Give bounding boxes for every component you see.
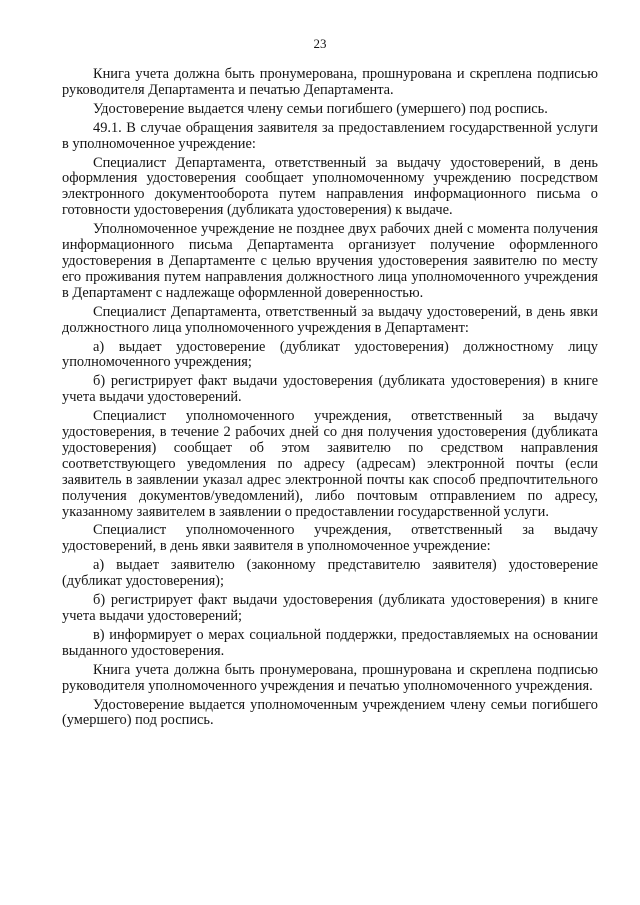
page-number: 23	[313, 36, 327, 51]
paragraph-institution-pickup: Уполномоченное учреждение не позднее двух рабочих дней с момента получения информационного письма Департамента организует получение оформленного удостоверения в Департаменте с целью вручения удостоверения заявителю по месту его проживания путем направления должностного лица уполномоченного учреждения в Департамент с надлежаще оформленной доверенностью.	[62, 221, 598, 301]
paragraph-department-notice: Специалист Департамента, ответственный за выдачу удостоверений, в день оформления удостоверения сообщает уполномоченному учреждению посредством электронного документооборота путем направления информационного письма о готовности удостоверения (дубликата удостоверения) к выдаче.	[62, 154, 598, 219]
list-item-b-register-issuance: б) регистрирует факт выдачи удостоверения (дубликата удостоверения) в книге учета выдачи удостоверений;	[62, 592, 598, 624]
paragraph-institution-specialist: Специалист уполномоченного учреждения, ответственный за выдачу удостоверений, в день явки заявителя в уполномоченное учреждение:	[62, 522, 598, 555]
list-item-c-inform-support: в) информирует о мерах социальной поддержки, предоставляемых на основании выданного удостоверения.	[62, 626, 598, 659]
paragraph-department-specialist: Специалист Департамента, ответственный за выдачу удостоверений, в день явки должностного лица уполномоченного учреждения в Департамент:	[62, 303, 598, 336]
list-item-a-issue-to-applicant: а) выдает заявителю (законному представителю заявителя) удостоверение (дубликат удостоверения);	[62, 557, 598, 590]
paragraph-ledger-requirement: Книга учета должна быть пронумерована, прошнурована и скреплена подписью руководителя Департамента и печатью Департамента.	[62, 66, 598, 98]
list-item-b-register-in-book: б) регистрирует факт выдачи удостоверения (дубликата удостоверения) в книге учета выдачи удостоверений.	[62, 373, 598, 406]
paragraph-institution-notify-applicant: Специалист уполномоченного учреждения, ответственный за выдачу удостоверения, в течение 2 рабочих дней со дня получения удостоверения (дубликата удостоверения) сообщает об этом заявителю по средством направления соответствующего уведомления по адресу (адресам) электронной почты (если заявитель в заявлении указал адрес электронной почты как способ предпочтительного получения документов/уведомлений), либо почтовым отправлением по адресу, указанному заявителем в заявлении о предоставлении государственной услуги.	[62, 408, 598, 520]
paragraph-institution-issuance: Удостоверение выдается уполномоченным учреждением члену семьи погибшего (умершего) под роспись.	[62, 696, 598, 729]
document-body	[62, 67, 598, 732]
list-item-a-issue-to-official: а) выдает удостоверение (дубликат удостоверения) должностному лицу уполномоченного учреждения;	[62, 338, 598, 371]
paragraph-clause-49-1: 49.1. В случае обращения заявителя за предоставлением государственной услуги в уполномоченное учреждение:	[62, 119, 598, 152]
paragraph-issuance-signature: Удостоверение выдается члену семьи погибшего (умершего) под роспись.	[93, 100, 548, 117]
paragraph-institution-ledger: Книга учета должна быть пронумерована, прошнурована и скреплена подписью руководителя уполномоченного учреждения и печатью уполномоченного учреждения.	[62, 661, 598, 694]
